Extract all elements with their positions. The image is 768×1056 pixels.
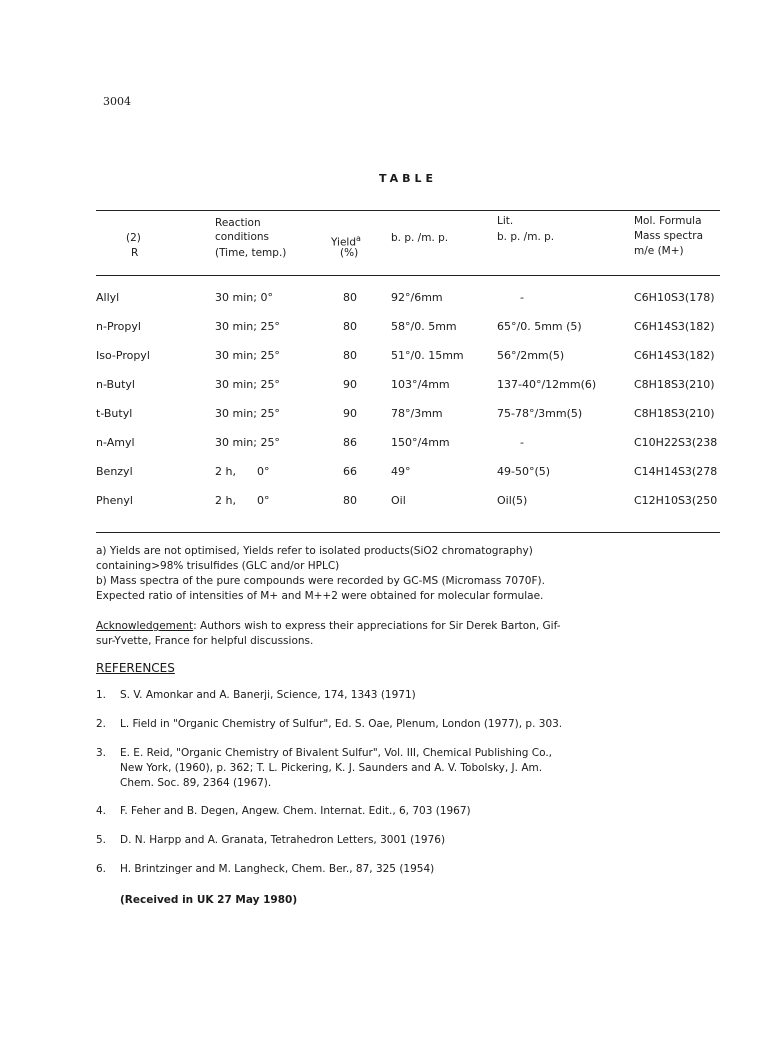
row-6-bp: 49°: [391, 465, 411, 478]
header-lit-line2: b. p. /m. p.: [497, 231, 555, 243]
table-top-rule: [96, 210, 720, 211]
row-7-bp: Oil: [391, 494, 406, 507]
row-2-yield: 80: [343, 349, 357, 362]
row-4-cond: 30 min; 25°: [215, 407, 280, 420]
header-mol-line1: Mol. Formula: [634, 215, 702, 227]
row-6-mol: C14H14S3(278: [634, 465, 718, 478]
acknowledgement: [96, 619, 561, 634]
reference-3-line1: E. E. Reid, "Organic Chemistry of Bivalent Sulfur", Vol. III, Chemical Publishing Co.,: [120, 747, 552, 759]
row-5-lit: -: [520, 436, 524, 449]
reference-3-num: 3.: [96, 747, 107, 759]
row-7-r: Phenyl: [96, 494, 133, 507]
row-1-mol: C6H14S3(182): [634, 320, 715, 333]
row-2-mol: C6H14S3(182): [634, 349, 715, 362]
header-lit-line1: Lit.: [497, 215, 514, 227]
row-4-bp: 78°/3mm: [391, 407, 443, 420]
row-6-yield: 66: [343, 465, 357, 478]
row-4-r: t-Butyl: [96, 407, 133, 420]
row-4-yield: 90: [343, 407, 357, 420]
row-0-r: Allyl: [96, 291, 120, 304]
header-mol-line2: Mass spectra: [634, 230, 704, 242]
note-b-line2: Expected ratio of intensities of M+ and M++2 were obtained for molecular formulae.: [96, 590, 544, 602]
header-yield-line1: Yield$^a$: [331, 234, 361, 249]
row-5-cond: 30 min; 25°: [215, 436, 280, 449]
header-mol-line3: m/e (M+): [634, 245, 684, 257]
header-bp: b. p. /m. p.: [391, 232, 449, 244]
references-title: REFERENCES: [96, 661, 175, 675]
row-1-yield: 80: [343, 320, 357, 333]
row-2-lit: 56°/2mm(5): [497, 349, 565, 362]
page-number: 3004: [103, 95, 131, 108]
row-7-yield: 80: [343, 494, 357, 507]
row-6-r: Benzyl: [96, 465, 133, 478]
acknowledgement-text-1: : Authors wish to express their appreciations for Sir Derek Barton, Gif-: [193, 620, 561, 632]
reference-1-text: S. V. Amonkar and A. Banerji, Science, 174, 1343 (1971): [120, 689, 416, 701]
row-2-cond: 30 min; 25°: [215, 349, 280, 362]
acknowledgement-text-2: sur-Yvette, France for helpful discussions.: [96, 635, 314, 647]
reference-2-text: L. Field in "Organic Chemistry of Sulfur", Ed. S. Oae, Plenum, London (1977), p. 303.: [120, 718, 563, 730]
note-a-line1: a) Yields are not optimised, Yields refer to isolated products(SiO2 chromatography): [96, 545, 533, 557]
row-5-yield: 86: [343, 436, 357, 449]
row-7-lit: Oil(5): [497, 494, 528, 507]
note-b-line1: b) Mass spectra of the pure compounds were recorded by GC-MS (Micromass 7070F).: [96, 575, 545, 587]
reference-6-text: H. Brintzinger and M. Langheck, Chem. Ber., 87, 325 (1954): [120, 863, 435, 875]
row-1-lit: 65°/0. 5mm (5): [497, 320, 582, 333]
reference-4-text: F. Feher and B. Degen, Angew. Chem. Internat. Edit., 6, 703 (1967): [120, 805, 471, 817]
row-5-mol: C10H22S3(238: [634, 436, 718, 449]
row-0-bp: 92°/6mm: [391, 291, 443, 304]
row-2-r: Iso-Propyl: [96, 349, 150, 362]
row-7-mol: C12H10S3(250: [634, 494, 718, 507]
row-1-bp: 58°/0. 5mm: [391, 320, 457, 333]
reference-6-num: 6.: [96, 863, 107, 875]
row-0-cond: 30 min; 0°: [215, 291, 273, 304]
row-4-lit: 75-78°/3mm(5): [497, 407, 583, 420]
row-3-bp: 103°/4mm: [391, 378, 450, 391]
row-5-r: n-Amyl: [96, 436, 135, 449]
header-yield-line2: (%): [340, 247, 359, 259]
row-3-yield: 90: [343, 378, 357, 391]
reference-1-num: 1.: [96, 689, 107, 701]
reference-2-num: 2.: [96, 718, 107, 730]
row-0-mol: C6H10S3(178): [634, 291, 715, 304]
row-6-lit: 49-50°(5): [497, 465, 551, 478]
acknowledgement-label: Acknowledgement: [96, 620, 194, 632]
row-3-cond: 30 min; 25°: [215, 378, 280, 391]
reference-5-num: 5.: [96, 834, 107, 846]
table-header-rule: [96, 275, 720, 276]
header-r-line2: R: [131, 247, 139, 259]
row-3-r: n-Butyl: [96, 378, 135, 391]
header-cond-line3: (Time, temp.): [215, 247, 287, 259]
row-4-mol: C8H18S3(210): [634, 407, 715, 420]
reference-3-line3: Chem. Soc. 89, 2364 (1967).: [120, 777, 272, 789]
reference-4-num: 4.: [96, 805, 107, 817]
header-cond-line1: Reaction: [215, 217, 261, 229]
reference-3-line2: New York, (1960), p. 362; T. L. Pickering, K. J. Saunders and A. V. Tobolsky, J. Am.: [120, 762, 543, 774]
row-1-r: n-Propyl: [96, 320, 141, 333]
header-cond-line2: conditions: [215, 231, 270, 243]
row-6-cond: 2 h, 0°: [215, 465, 270, 478]
table-title: TABLE: [379, 172, 438, 185]
row-3-mol: C8H18S3(210): [634, 378, 715, 391]
row-7-cond: 2 h, 0°: [215, 494, 270, 507]
table-bottom-rule: [96, 532, 720, 533]
note-a-line2: containing>98% trisulfides (GLC and/or HPLC): [96, 560, 340, 572]
header-r-line1: (2): [126, 232, 141, 244]
row-3-lit: 137-40°/12mm(6): [497, 378, 597, 391]
received-date: (Received in UK 27 May 1980): [120, 894, 298, 906]
row-0-lit: -: [520, 291, 524, 304]
row-5-bp: 150°/4mm: [391, 436, 450, 449]
row-0-yield: 80: [343, 291, 357, 304]
reference-5-text: D. N. Harpp and A. Granata, Tetrahedron Letters, 3001 (1976): [120, 834, 446, 846]
row-1-cond: 30 min; 25°: [215, 320, 280, 333]
row-2-bp: 51°/0. 15mm: [391, 349, 464, 362]
